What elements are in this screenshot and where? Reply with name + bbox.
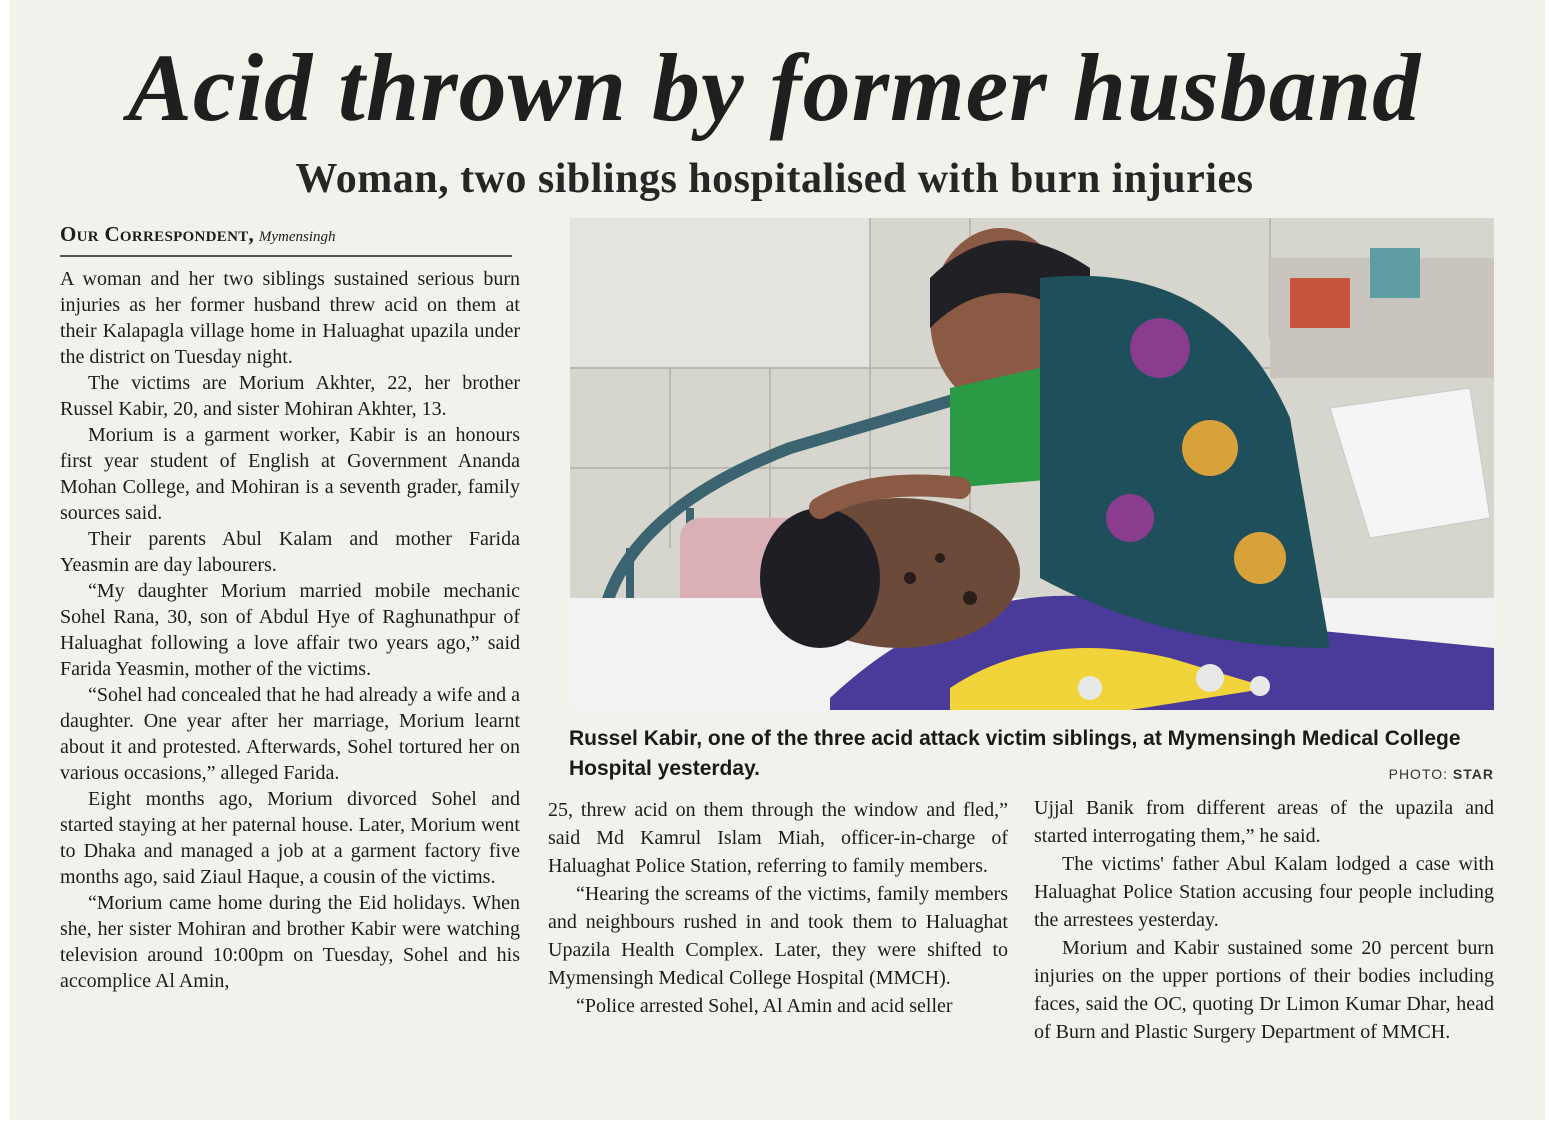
headline: Acid thrown by former husband [127,34,1422,141]
photo-credit-prefix: PHOTO: [1388,766,1449,782]
paragraph: Morium is a garment worker, Kabir is an honours first year student of English at Government Ananda Mohan College, and Mohiran is a seventh grader, family sources said. [60,424,520,524]
paragraph: “Hearing the screams of the victims, family members and neighbours rushed in and took them to Haluaghat Upazila Health Complex. Later, they were shifted to Mymensingh Medical College Hospital (MMCH). [548,883,1008,989]
photo-caption: Russel Kabir, one of the three acid attack victim siblings, at Mymensingh Medical College Hospital yesterday. [569,727,1461,780]
paragraph: “My daughter Morium married mobile mechanic Sohel Rana, 30, son of Abdul Hye of Raghunathpur of Haluaghat following a love affair two years ago,” said Farida Yeasmin, mother of the victims. [60,580,520,680]
paragraph: “Police arrested Sohel, Al Amin and acid seller [576,995,953,1017]
byline-author: Our Correspondent, [60,222,255,246]
paragraph: 25, threw acid on them through the window and fled,” said Md Kamrul Islam Miah, officer-in-charge of Haluaghat Police Station, referring to family members. [548,799,1008,877]
article-column-1 [60,266,520,994]
photo-credit-source: STAR [1452,766,1494,782]
paragraph: Ujjal Banik from different areas of the upazila and started interrogating them,” he said. [1034,797,1494,847]
paragraph: Their parents Abul Kalam and mother Farida Yeasmin are day labourers. [60,528,520,576]
byline [60,222,512,257]
paragraph: A woman and her two siblings sustained serious burn injuries as her former husband threw acid on them at their Kalapagla village home in Haluaghat upazila under the district on Tuesday night. [60,268,520,368]
hospital-photo-illustration [570,218,1494,710]
news-photo [570,218,1494,710]
paragraph: “Morium came home during the Eid holidays. When she, her sister Mohiran and brother Kabir were watching television around 10:00pm on Tuesday, Sohel and his accomplice Al Amin, [60,892,520,992]
photo-credit [1300,766,1494,782]
paragraph: “Sohel had concealed that he had already a wife and a daughter. One year after her marriage, Morium learnt about it and protested. Afterwards, Sohel tortured her on various occasions,” alleged Farida. [60,684,521,784]
paragraph: Eight months ago, Morium divorced Sohel and started staying at her paternal house. Later, Morium went to Dhaka and managed a job at a garment factory five months ago, said Ziaul Haque, a cousin of the victims. [60,788,520,888]
article-column-3 [1034,794,1494,1046]
paragraph: The victims' father Abul Kalam lodged a case with Haluaghat Police Station accusing four people including the arrestees yesterday. [1034,853,1494,931]
paragraph: Morium and Kabir sustained some 20 percent burn injuries on the upper portions of their bodies including faces, said the OC, quoting Dr Limon Kumar Dhar, head of Burn and Plastic Surgery Department of MMCH. [1034,937,1494,1043]
article-column-2 [548,796,1008,1020]
byline-location: Mymensingh [258,229,336,245]
subheadline: Woman, two siblings hospitalised with burn injuries [295,156,1254,202]
paragraph: The victims are Morium Akhter, 22, her brother Russel Kabir, 20, and sister Mohiran Akhter, 13. [60,372,520,420]
